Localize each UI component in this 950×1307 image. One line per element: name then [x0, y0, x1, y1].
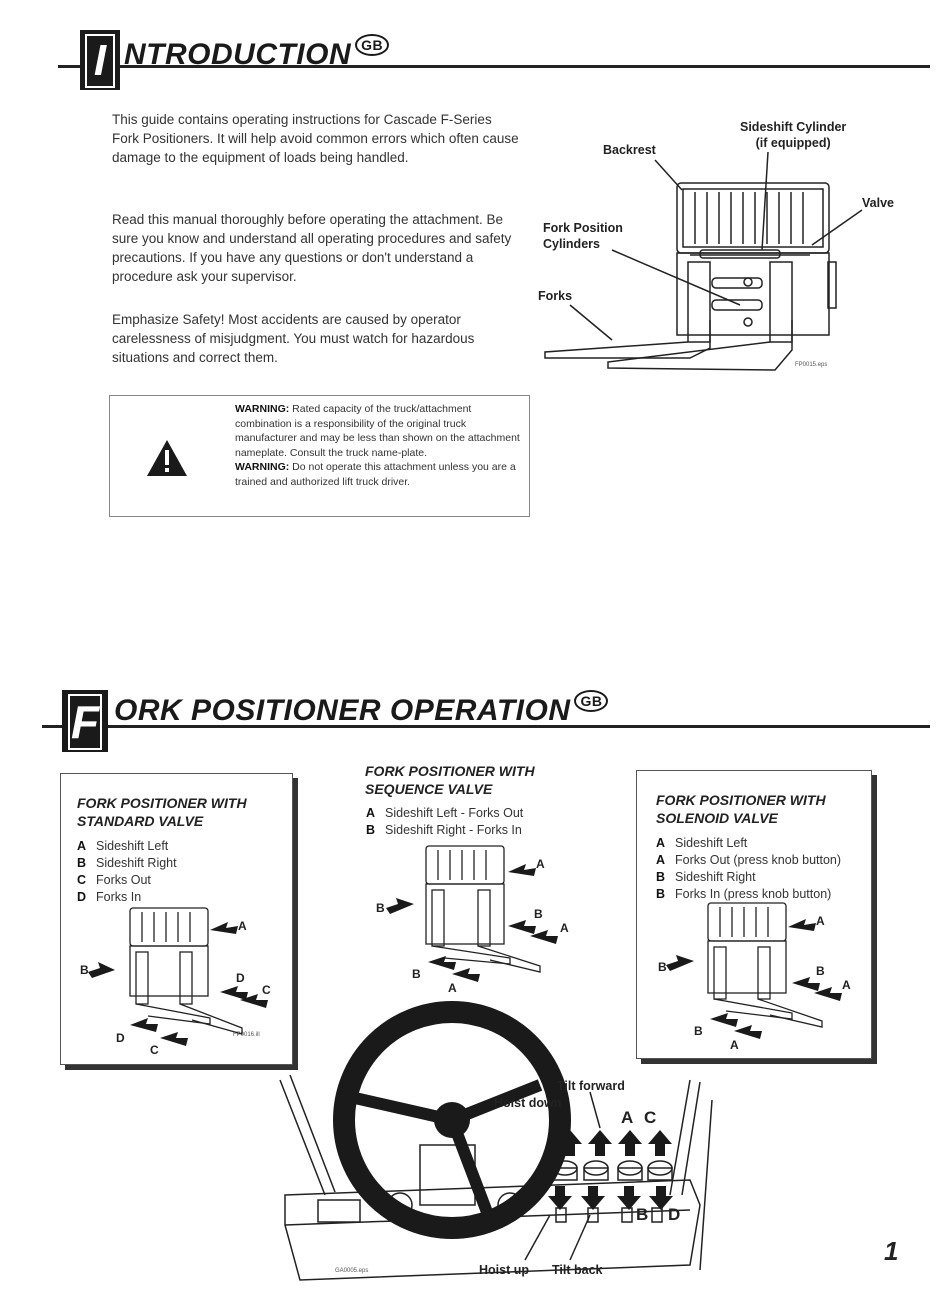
solenoid-valve-title: FORK POSITIONER WITH SOLENOID VALVE	[656, 792, 826, 826]
arrow-label-b: B	[376, 901, 385, 915]
standard-figure-code: FP0016.ill	[233, 1032, 260, 1038]
control-letter-b: B	[636, 1205, 649, 1224]
arrow-label-a: A	[536, 857, 545, 871]
warning-message-2: Do not operate this attachment unless you are a trained and authorized lift truck driver.	[235, 461, 516, 488]
arrow-label-a: A	[816, 914, 825, 928]
arrow-label-a2: A	[842, 978, 851, 992]
warning-heading-1: WARNING:	[235, 403, 290, 415]
operation-title: ORK POSITIONER OPERATION GB	[114, 690, 608, 728]
page-number: 1	[884, 1236, 899, 1266]
label-forks: Forks	[538, 289, 573, 303]
arrow-label-b: B	[658, 960, 667, 974]
arrow-label-b3: B	[694, 1024, 703, 1038]
arrow-label-c2: C	[150, 1043, 159, 1057]
label-sideshift-cylinder: Sideshift Cylinder (if equipped)	[740, 120, 847, 150]
control-letter-a: A	[621, 1108, 634, 1127]
intro-initial-letter: I	[80, 30, 120, 90]
arrow-label-b3: B	[412, 967, 421, 981]
arrow-label-a: A	[238, 919, 247, 933]
operation-initial-letter: F	[62, 690, 108, 752]
arrow-label-a3: A	[730, 1038, 739, 1052]
list-item: B Sideshift Right - Forks In	[366, 823, 522, 837]
list-item: B Forks In (press knob button)	[656, 887, 832, 901]
arrow-label-a2: A	[560, 921, 569, 935]
list-item: B Sideshift Right	[77, 856, 177, 870]
arrow-label-b2: B	[816, 964, 825, 978]
list-item: A Sideshift Left	[656, 836, 748, 850]
control-letter-d: D	[668, 1205, 681, 1224]
label-hoist-up: Hoist up	[479, 1263, 529, 1277]
label-hoist-down: Hoist down	[494, 1096, 562, 1110]
intro-lang-badge: GB	[355, 34, 389, 56]
list-item: A Sideshift Left - Forks Out	[366, 806, 524, 820]
arrow-label-d2: D	[116, 1031, 125, 1045]
list-item: A Sideshift Left	[77, 839, 169, 853]
label-fork-position-cylinders: Fork Position Cylinders	[543, 221, 623, 251]
operation-lang-badge: GB	[574, 690, 608, 712]
label-valve: Valve	[862, 196, 894, 210]
intro-title: NTRODUCTION GB	[124, 34, 389, 72]
arrow-label-b2: B	[534, 907, 543, 921]
label-tilt-forward: Tilt forward	[557, 1079, 625, 1093]
warning-message-1: Rated capacity of the truck/attachment combination is a responsibility of the original truck manufacturer and may be less than shown on the attachment nameplate. Consult the truck name-plate.	[235, 403, 520, 459]
control-letter-c: C	[644, 1108, 657, 1127]
intro-paragraph-3: Emphasize Safety! Most accidents are caused by operator carelessness of misjudgment. You must watch for hazardous situations and correct them.	[112, 312, 475, 365]
list-item: A Forks Out (press knob button)	[656, 853, 842, 867]
controls-figure-code: GA0005.eps	[335, 1268, 369, 1274]
arrow-label-c: C	[262, 983, 271, 997]
warning-heading-2: WARNING:	[235, 461, 290, 473]
intro-figure-code: FP0015.eps	[795, 362, 828, 368]
list-item: D Forks In	[77, 890, 142, 904]
standard-valve-title: FORK POSITIONER WITH STANDARD VALVE	[77, 795, 247, 829]
sequence-valve-title: FORK POSITIONER WITH SEQUENCE VALVE	[365, 763, 535, 797]
intro-paragraph-2: Read this manual thoroughly before operating the attachment. Be sure you know and understand all operating procedures and safety precautions. If you have any questions or don't understand a procedure ask your supervisor.	[112, 212, 512, 284]
intro-paragraph-1: This guide contains operating instructions for Cascade F-Series Fork Positioners. It will help avoid common errors which often cause damage to the equipment of loads being handled.	[112, 112, 519, 165]
label-tilt-back: Tilt back	[552, 1263, 603, 1277]
arrow-label-a3: A	[448, 981, 457, 995]
list-item: C Forks Out	[77, 873, 151, 887]
arrow-label-d: D	[236, 971, 245, 985]
arrow-label-b: B	[80, 963, 89, 977]
list-item: B Sideshift Right	[656, 870, 756, 884]
label-backrest: Backrest	[603, 143, 656, 157]
